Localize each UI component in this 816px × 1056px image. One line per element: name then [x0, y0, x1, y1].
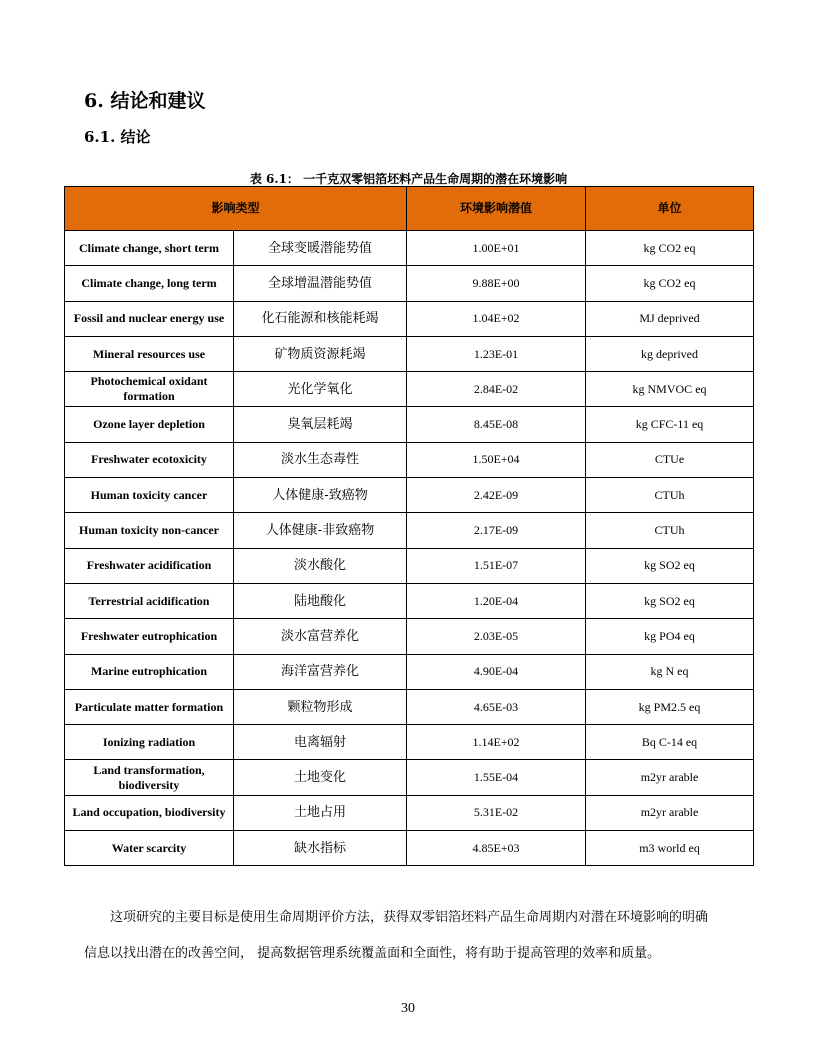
impact-value: 4.85E+03: [407, 831, 586, 866]
impact-unit: CTUh: [586, 478, 754, 513]
conclusion-paragraph-line-2: 信息以找出潜在的改善空间， 提高数据管理系统覆盖面和全面性，将有助于提高管理的效率和质量。: [84, 946, 661, 961]
impact-unit: MJ deprived: [586, 301, 754, 336]
subsection-heading: 6.1. 结论: [84, 128, 151, 146]
impact-name-cn: 矿物质资源耗竭: [234, 336, 407, 371]
table-row: [65, 725, 754, 760]
impact-name-cn: 化石能源和核能耗竭: [234, 301, 407, 336]
table-row: [65, 548, 754, 583]
impact-name-en: Climate change, long term: [65, 266, 234, 301]
impact-name-cn: 电离辐射: [234, 725, 407, 760]
impact-value: 2.42E-09: [407, 478, 586, 513]
table-caption: 表 6.1： 一千克双零铝箔坯料产品生命周期的潜在环境影响: [249, 172, 568, 186]
impact-name-en: Terrestrial acidification: [65, 583, 234, 618]
impact-unit: kg SO2 eq: [586, 548, 754, 583]
impact-unit: kg PM2.5 eq: [586, 689, 754, 724]
impact-name-cn: 土地变化: [234, 760, 407, 795]
impact-name-cn: 人体健康-致癌物: [234, 478, 407, 513]
table-row: [65, 513, 754, 548]
table-row: [65, 831, 754, 866]
impact-name-en: Photochemical oxidant formation: [65, 372, 234, 407]
impact-value: 9.88E+00: [407, 266, 586, 301]
impact-name-cn: 土地占用: [234, 795, 407, 830]
table-row: [65, 760, 754, 795]
impact-value: 2.03E-05: [407, 619, 586, 654]
table-row: [65, 583, 754, 618]
impact-value: 2.84E-02: [407, 372, 586, 407]
impact-name-cn: 人体健康-非致癌物: [234, 513, 407, 548]
impact-name-cn: 缺水指标: [234, 831, 407, 866]
impact-value: 1.50E+04: [407, 442, 586, 477]
impact-value: 2.17E-09: [407, 513, 586, 548]
impact-value: 8.45E-08: [407, 407, 586, 442]
impact-name-cn: 臭氧层耗竭: [234, 407, 407, 442]
impact-unit: kg N eq: [586, 654, 754, 689]
impact-unit: kg CO2 eq: [586, 231, 754, 266]
impact-name-en: Land occupation, biodiversity: [65, 795, 234, 830]
impact-name-en: Water scarcity: [65, 831, 234, 866]
impact-name-en: Marine eutrophication: [65, 654, 234, 689]
impact-name-cn: 光化学氧化: [234, 372, 407, 407]
table-row: [65, 619, 754, 654]
impact-value: 1.51E-07: [407, 548, 586, 583]
impact-unit: kg SO2 eq: [586, 583, 754, 618]
impact-name-en: Freshwater eutrophication: [65, 619, 234, 654]
impact-name-en: Mineral resources use: [65, 336, 234, 371]
impact-unit: kg NMVOC eq: [586, 372, 754, 407]
impact-name-en: Climate change, short term: [65, 231, 234, 266]
table-row: [65, 301, 754, 336]
impact-value: 1.04E+02: [407, 301, 586, 336]
header-unit: 单位: [586, 187, 754, 231]
table-row: [65, 231, 754, 266]
impact-unit: kg deprived: [586, 336, 754, 371]
impact-name-cn: 陆地酸化: [234, 583, 407, 618]
table-row: [65, 266, 754, 301]
impact-value: 4.90E-04: [407, 654, 586, 689]
impact-unit: kg PO4 eq: [586, 619, 754, 654]
page-number: 30: [401, 1001, 415, 1016]
impact-name-cn: 淡水生态毒性: [234, 442, 407, 477]
table-row: [65, 336, 754, 371]
table-row: [65, 689, 754, 724]
impact-name-cn: 颗粒物形成: [234, 689, 407, 724]
impact-name-cn: 淡水酸化: [234, 548, 407, 583]
impact-value: 1.20E-04: [407, 583, 586, 618]
impact-name-cn: 海洋富营养化: [234, 654, 407, 689]
impact-name-en: Ozone layer depletion: [65, 407, 234, 442]
impact-name-en: Human toxicity non-cancer: [65, 513, 234, 548]
impact-unit: m2yr arable: [586, 760, 754, 795]
table-row: [65, 478, 754, 513]
impact-unit: kg CFC-11 eq: [586, 407, 754, 442]
table-row: [65, 407, 754, 442]
impact-name-en: Human toxicity cancer: [65, 478, 234, 513]
impact-unit: m2yr arable: [586, 795, 754, 830]
impact-unit: CTUh: [586, 513, 754, 548]
conclusion-paragraph-line-1: 这项研究的主要目标是使用生命周期评价方法，获得双零铝箔坯料产品生命周期内对潜在环境影响的明确: [110, 910, 709, 925]
impact-unit: Bq C-14 eq: [586, 725, 754, 760]
impact-unit: kg CO2 eq: [586, 266, 754, 301]
table-row: [65, 654, 754, 689]
impact-unit: m3 world eq: [586, 831, 754, 866]
table-row: [65, 442, 754, 477]
impact-value: 1.14E+02: [407, 725, 586, 760]
impact-value: 1.55E-04: [407, 760, 586, 795]
table-header-row: [65, 187, 754, 231]
impact-name-cn: 淡水富营养化: [234, 619, 407, 654]
header-impact-type: 影响类型: [65, 187, 407, 231]
impact-name-en: Particulate matter formation: [65, 689, 234, 724]
impact-name-en: Freshwater acidification: [65, 548, 234, 583]
impact-name-cn: 全球变暖潜能势值: [234, 231, 407, 266]
table-row: [65, 372, 754, 407]
impact-value: 1.00E+01: [407, 231, 586, 266]
impact-value: 5.31E-02: [407, 795, 586, 830]
impact-name-cn: 全球增温潜能势值: [234, 266, 407, 301]
impact-value: 1.23E-01: [407, 336, 586, 371]
section-heading: 6. 结论和建议: [84, 90, 206, 112]
impact-name-en: Freshwater ecotoxicity: [65, 442, 234, 477]
header-value: 环境影响潜值: [407, 187, 586, 231]
impact-name-en: Ionizing radiation: [65, 725, 234, 760]
impact-name-en: Land transformation, biodiversity: [65, 760, 234, 795]
impact-value: 4.65E-03: [407, 689, 586, 724]
impact-unit: CTUe: [586, 442, 754, 477]
impact-table: [64, 186, 754, 866]
impact-name-en: Fossil and nuclear energy use: [65, 301, 234, 336]
table-row: [65, 795, 754, 830]
